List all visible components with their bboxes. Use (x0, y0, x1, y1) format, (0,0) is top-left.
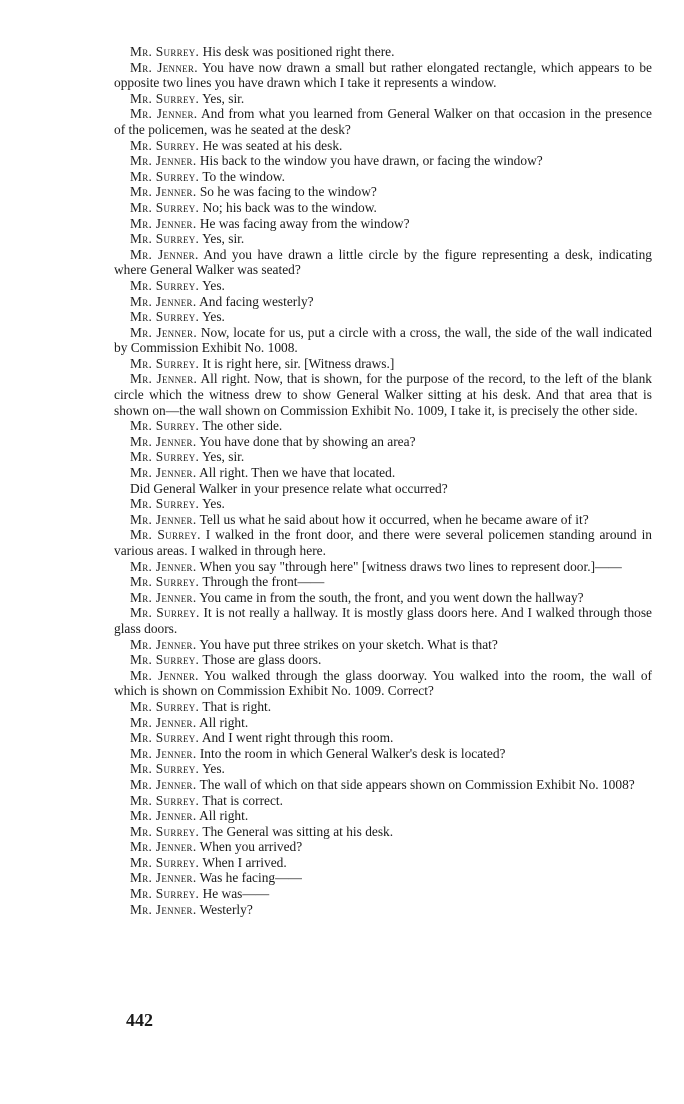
speaker-label: Mr. Surrey. (130, 309, 200, 325)
speaker-label: Mr. Jenner. (130, 465, 197, 481)
speech-text: Yes. (202, 761, 225, 777)
speaker-label: Mr. Jenner. (130, 667, 199, 683)
speech-text: The General was sitting at his desk. (202, 823, 394, 839)
speech-text: And you have drawn a little circle by the figure representing a desk, indicating where General Walker was seated? (114, 246, 652, 278)
speech-text: You have now drawn a small but rather elongated rectangle, which appears to be opposite two lines you have drawn which I take it represents a window. (114, 59, 652, 91)
transcript-paragraph (114, 60, 652, 91)
speaker-label: Mr. Jenner. (130, 870, 197, 886)
transcript-paragraph (114, 808, 652, 824)
speaker-label: Mr. Surrey. (130, 449, 200, 465)
speaker-label: Mr. Surrey. (130, 605, 200, 621)
speaker-label: Mr. Surrey. (130, 277, 200, 293)
speech-text: Into the room in which General Walker's desk is located? (199, 745, 506, 761)
speech-text: He was—— (202, 886, 270, 902)
transcript-paragraph (114, 559, 652, 575)
transcript-paragraph (114, 418, 652, 434)
transcript-paragraph (114, 574, 652, 590)
speech-text: He was facing away from the window? (199, 215, 410, 231)
transcript-paragraph (114, 637, 652, 653)
speaker-label: Mr. Jenner. (130, 433, 197, 449)
speech-text: When I arrived. (202, 854, 287, 870)
speaker-label: Mr. Surrey. (130, 886, 200, 902)
speaker-label: Mr. Surrey. (130, 792, 200, 808)
speech-text: Those are glass doors. (202, 652, 322, 668)
transcript-paragraph (114, 91, 652, 107)
speech-text: All right. Then we have that located. (199, 465, 396, 481)
speaker-label: Mr. Surrey. (130, 199, 200, 215)
transcript-paragraph (114, 169, 652, 185)
speech-text: Westerly? (199, 901, 253, 917)
transcript-paragraph (114, 231, 652, 247)
transcript-paragraph (114, 527, 652, 558)
speech-text: And facing westerly? (199, 293, 314, 309)
transcript-paragraph (114, 652, 652, 668)
transcript-paragraph (114, 870, 652, 886)
speaker-label: Mr. Surrey. (130, 231, 200, 247)
speaker-label: Mr. Surrey. (130, 854, 200, 870)
transcript-paragraph (114, 746, 652, 762)
transcript-paragraph (114, 325, 652, 356)
speech-text: To the window. (202, 168, 285, 184)
transcript-paragraph (114, 699, 652, 715)
transcript-paragraph (114, 902, 652, 918)
transcript-paragraph (114, 886, 652, 902)
speech-text: His back to the window you have drawn, or facing the window? (199, 153, 543, 169)
transcript-paragraph (114, 294, 652, 310)
transcript-paragraph (114, 200, 652, 216)
transcript-paragraph (114, 715, 652, 731)
speech-text: Tell us what he said about how it occurred, when he became aware of it? (199, 511, 589, 527)
speech-text: All right. (199, 808, 249, 824)
speech-text: Through the front—— (202, 574, 325, 590)
transcript-paragraph (114, 668, 652, 699)
transcript-paragraph (114, 512, 652, 528)
speech-text: Now, locate for us, put a circle with a cross, the wall, the side of the wall indicated by Commission Exhibit No. 1008. (114, 324, 652, 356)
speaker-label: Mr. Jenner. (130, 215, 197, 231)
transcript-paragraph (114, 44, 652, 60)
speaker-label: Mr. Surrey. (130, 574, 200, 590)
speech-text: Yes, sir. (202, 449, 245, 465)
speaker-label: Mr. Jenner. (130, 636, 197, 652)
speech-text: His desk was positioned right there. (202, 44, 395, 59)
speech-text: Did General Walker in your presence relate what occurred? (130, 480, 448, 496)
speech-text: Yes. (202, 277, 225, 293)
speech-text: So he was facing to the window? (199, 184, 377, 200)
speaker-label: Mr. Jenner. (130, 839, 197, 855)
speaker-label: Mr. Surrey. (130, 496, 200, 512)
transcript-paragraph (114, 356, 652, 372)
speech-text: Was he facing—— (199, 870, 302, 886)
speaker-label: Mr. Surrey. (130, 761, 200, 777)
speaker-label: Mr. Jenner. (130, 184, 197, 200)
speaker-label: Mr. Jenner. (130, 293, 197, 309)
speech-text: You have put three strikes on your sketch. What is that? (199, 636, 498, 652)
transcript-paragraph (114, 839, 652, 855)
transcript-paragraph (114, 777, 652, 793)
speaker-label: Mr. Surrey. (130, 355, 200, 371)
transcript-paragraph (114, 730, 652, 746)
speaker-label: Mr. Jenner. (130, 808, 197, 824)
transcript-paragraph (114, 371, 652, 418)
transcript-paragraph (114, 449, 652, 465)
speaker-label: Mr. Surrey. (130, 137, 200, 153)
speaker-label: Mr. Surrey. (130, 652, 200, 668)
speech-text: You came in from the south, the front, and you went down the hallway? (199, 589, 584, 605)
transcript-paragraph (114, 761, 652, 777)
speaker-label: Mr. Surrey. (130, 730, 200, 746)
speech-text: You have done that by showing an area? (199, 433, 416, 449)
transcript-paragraph (114, 153, 652, 169)
speaker-label: Mr. Surrey. (130, 527, 201, 543)
speech-text: No; his back was to the window. (202, 199, 377, 215)
speaker-label: Mr. Jenner. (130, 371, 198, 387)
speech-text: Yes, sir. (202, 231, 245, 247)
transcript-paragraph (114, 106, 652, 137)
transcript-paragraph (114, 434, 652, 450)
speaker-label: Mr. Surrey. (130, 168, 200, 184)
speaker-label: Mr. Jenner. (130, 745, 197, 761)
transcript-paragraph (114, 278, 652, 294)
transcript-paragraph (114, 793, 652, 809)
speech-text: When you say "through here" [witness draws two lines to represent door.]—— (199, 558, 622, 574)
speaker-label: Mr. Jenner. (130, 153, 197, 169)
speech-text: All right. (199, 714, 249, 730)
speech-text: Yes. (202, 309, 225, 325)
transcript-paragraph (114, 496, 652, 512)
speech-text: That is right. (202, 698, 272, 714)
transcript-paragraph (114, 590, 652, 606)
speech-text: It is right here, sir. [Witness draws.] (202, 355, 395, 371)
transcript-paragraph (114, 605, 652, 636)
speaker-label: Mr. Jenner. (130, 589, 197, 605)
transcript-paragraph (114, 465, 652, 481)
speech-text: The other side. (202, 418, 283, 434)
speech-text: I walked in the front door, and there were several policemen standing around in various areas. I walked in through here. (114, 527, 652, 558)
speech-text: When you arrived? (199, 839, 303, 855)
transcript-paragraph (114, 824, 652, 840)
speaker-label: Mr. Jenner. (130, 714, 197, 730)
transcript-body (114, 44, 652, 917)
speech-text: All right. Now, that is shown, for the purpose of the record, to the left of the blank circle which the witness drew to show General Walker sitting at his desk. And that area that is shown on—the wall shown on Commission Exhibit No. 1009, I take it, is precisely the other side. (114, 371, 653, 418)
speaker-label: Mr. Jenner. (130, 901, 197, 917)
speaker-label: Mr. Jenner. (130, 106, 198, 122)
transcript-paragraph (114, 855, 652, 871)
speaker-label: Mr. Surrey. (130, 823, 200, 839)
speaker-label: Mr. Surrey. (130, 90, 200, 106)
speaker-label: Mr. Surrey. (130, 418, 200, 434)
speaker-label: Mr. Surrey. (130, 44, 200, 59)
transcript-paragraph (114, 481, 652, 497)
speech-text: That is correct. (202, 792, 283, 808)
speech-text: He was seated at his desk. (202, 137, 343, 153)
speech-text: You walked through the glass doorway. You walked into the room, the wall of which is shown on Commission Exhibit No. 1009. Correct? (114, 667, 652, 699)
transcript-paragraph (114, 138, 652, 154)
speech-text: It is not really a hallway. It is mostly glass doors here. And I walked through those glass doors. (114, 605, 652, 636)
speech-text: Yes, sir. (202, 90, 245, 106)
speech-text: Yes. (202, 496, 225, 512)
speaker-label: Mr. Jenner. (130, 776, 197, 792)
transcript-paragraph (114, 184, 652, 200)
page-number: 442 (126, 1010, 153, 1030)
speech-text: And I went right through this room. (201, 730, 394, 746)
speaker-label: Mr. Jenner. (130, 558, 197, 574)
transcript-paragraph (114, 247, 652, 278)
speech-text: The wall of which on that side appears shown on Commission Exhibit No. 1008? (199, 776, 635, 792)
speaker-label: Mr. Surrey. (130, 698, 200, 714)
speaker-label: Mr. Jenner. (130, 59, 198, 75)
speaker-label: Mr. Jenner. (130, 246, 199, 262)
transcript-paragraph (114, 309, 652, 325)
speaker-label: Mr. Jenner. (130, 324, 197, 340)
transcript-paragraph (114, 216, 652, 232)
speaker-label: Mr. Jenner. (130, 511, 197, 527)
speech-text: And from what you learned from General Walker on that occasion in the presence of the policemen, was he seated at the desk? (114, 106, 653, 137)
